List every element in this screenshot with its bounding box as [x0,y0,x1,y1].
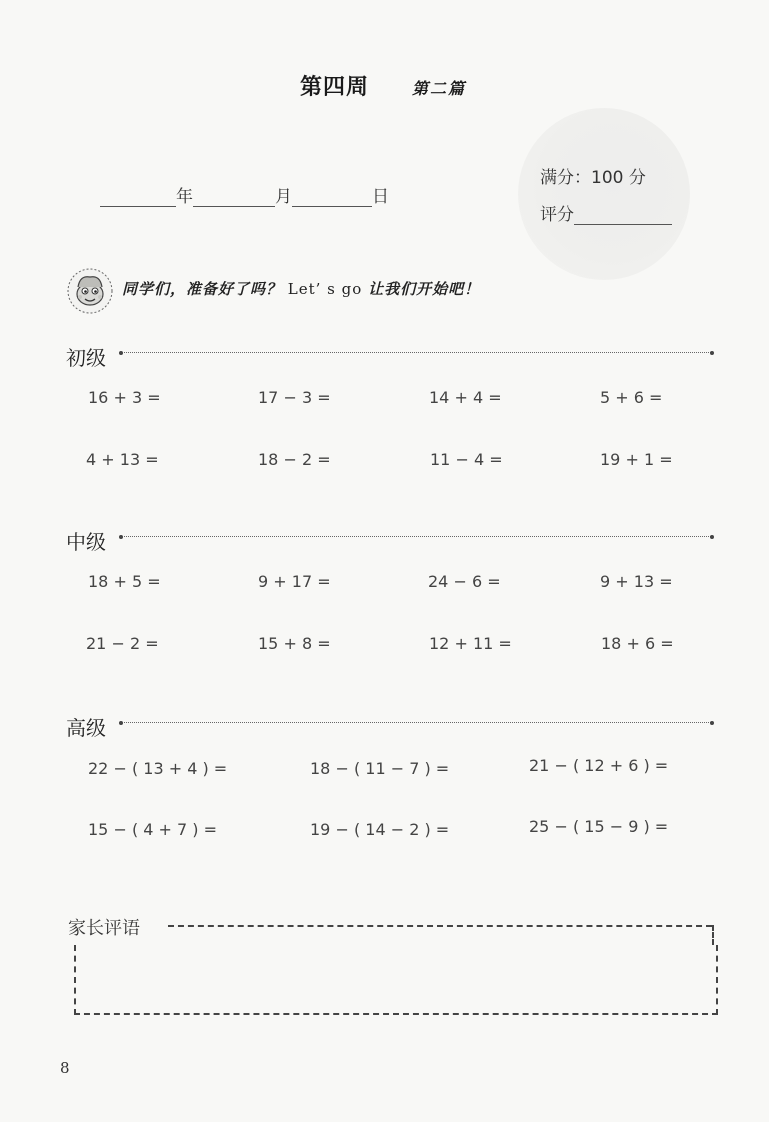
problem: 19 + 1 = [600,450,673,469]
level-divider-intermediate [124,536,711,537]
level-divider-beginner [124,352,711,353]
year-label: 年 [176,187,193,207]
level-title-advanced: 高级 [66,716,106,740]
problem: 18 + 6 = [601,634,674,653]
problem: 22 − ( 13 + 4 ) = [88,759,228,778]
problem: 9 + 17 = [258,572,331,591]
background-show-through [518,108,690,280]
problem: 21 − 2 = [86,634,159,653]
date-row [100,182,389,207]
page-subtitle: 第二篇 [412,79,467,98]
problem: 12 + 11 = [429,634,512,653]
problem: 16 + 3 = [88,388,161,407]
problem: 18 + 5 = [88,572,161,591]
problem: 18 − ( 11 − 7 ) = [310,759,450,778]
problem: 14 + 4 = [429,388,502,407]
comment-box-top-border [168,925,712,927]
parent-comment-box[interactable] [74,945,718,1015]
problem: 15 + 8 = [258,634,331,653]
level-line-end-dot [710,721,714,725]
level-title-intermediate: 中级 [66,530,106,554]
day-label: 日 [372,187,389,207]
problem: 25 − ( 15 − 9 ) = [529,817,669,836]
score-blank[interactable] [574,208,672,225]
page-title: 第四周 [300,75,370,100]
level-line-start-dot [119,351,123,355]
problem: 18 − 2 = [258,450,331,469]
problem: 21 − ( 12 + 6 ) = [529,756,669,775]
year-blank[interactable] [100,190,176,207]
score-row [540,200,672,225]
page-number: 8 [60,1059,70,1077]
problem: 17 − 3 = [258,388,331,407]
level-line-start-dot [119,535,123,539]
parent-comment-label: 家长评语 [68,918,140,939]
problem: 24 − 6 = [428,572,501,591]
problem: 19 − ( 14 − 2 ) = [310,820,450,839]
problem: 15 − ( 4 + 7 ) = [88,820,218,839]
level-line-end-dot [710,535,714,539]
level-title-beginner: 初级 [66,346,106,370]
month-label: 月 [275,187,292,207]
problem: 5 + 6 = [600,388,663,407]
level-line-end-dot [710,351,714,355]
problem: 4 + 13 = [86,450,159,469]
mascot-icon [66,267,114,315]
month-blank[interactable] [193,190,275,207]
problem: 9 + 13 = [600,572,673,591]
problem: 11 − 4 = [430,450,503,469]
greeting-text: 同学们，准备好了吗？ Let’ s go 让我们开始吧！ [122,280,481,298]
day-blank[interactable] [292,190,372,207]
level-divider-advanced [124,722,711,723]
full-score: 满分：100 分 [540,168,646,188]
level-line-start-dot [119,721,123,725]
score-label: 评分 [540,205,574,225]
comment-box-right-border [712,925,714,945]
